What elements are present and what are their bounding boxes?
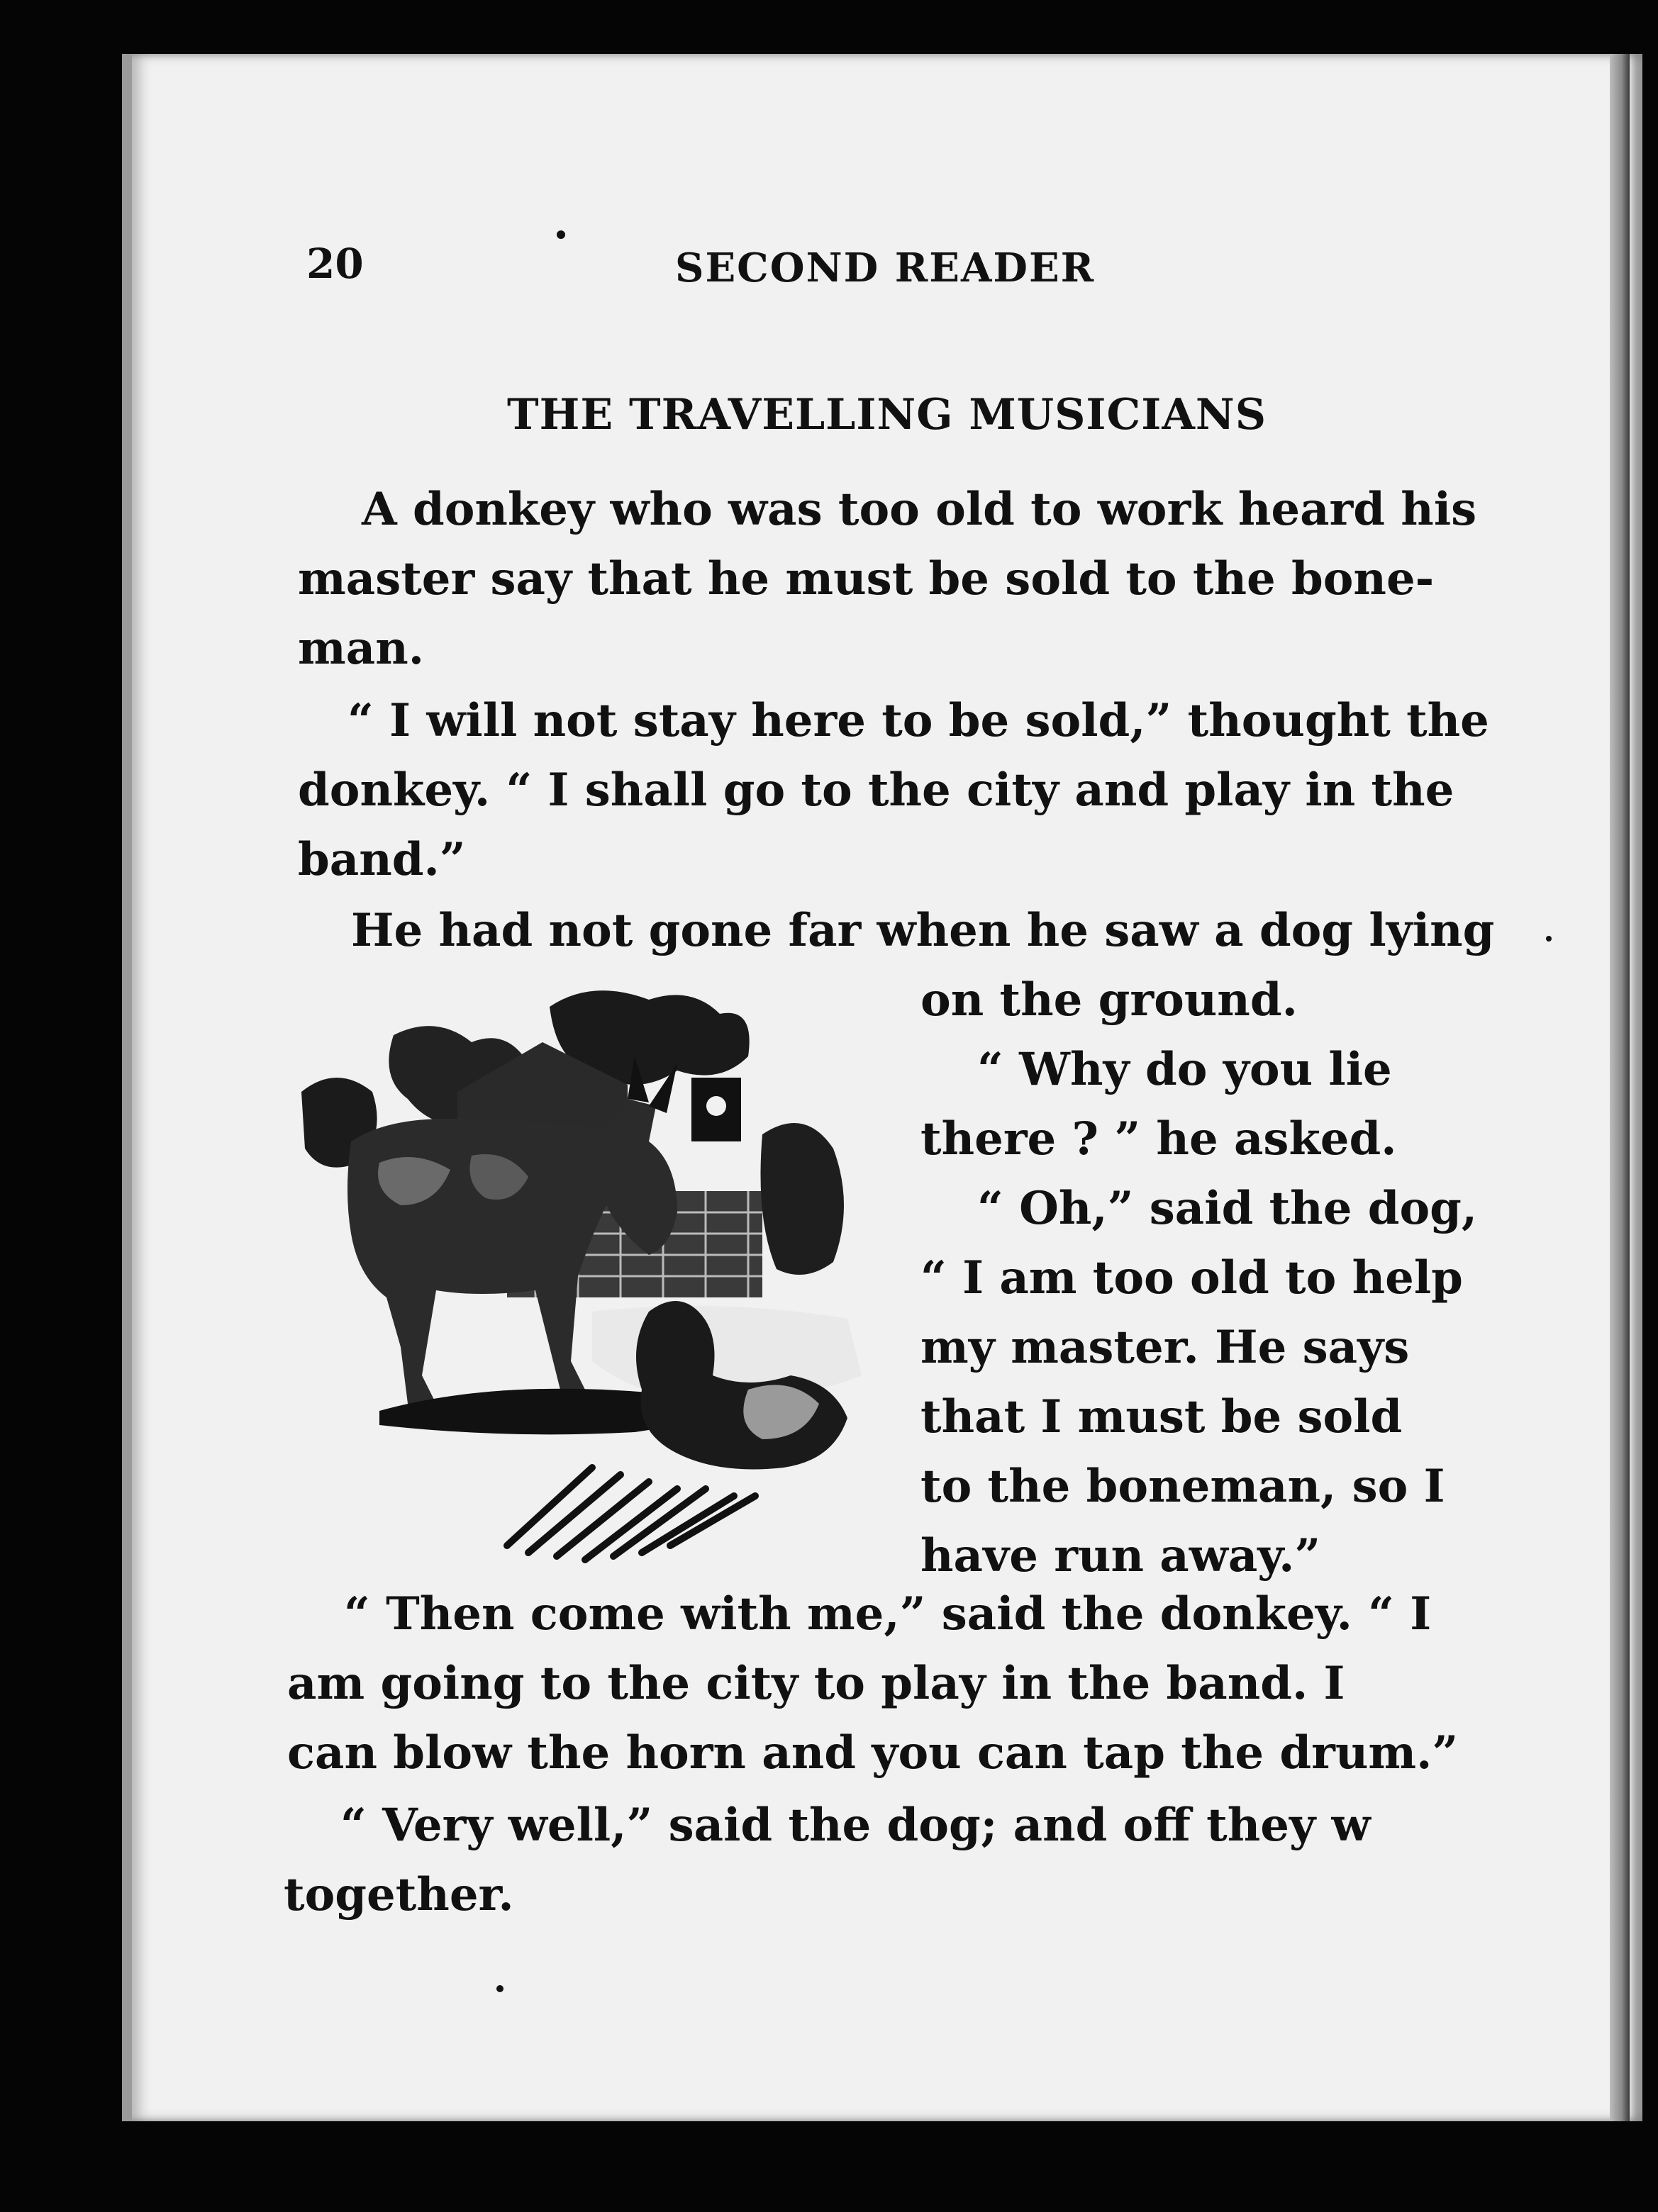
- paragraph-6: [287, 1580, 1459, 1788]
- paragraph-2: [298, 686, 1489, 895]
- side-column: [920, 966, 1478, 1591]
- text-line: “ Why do you lie: [977, 1043, 1392, 1096]
- text-line: master say that he must be sold to the bone-: [298, 552, 1435, 605]
- text-line: donkey. “ I shall go to the city and play in the: [298, 764, 1454, 817]
- text-line: my master. He says: [920, 1321, 1410, 1374]
- scan-speck: [1546, 936, 1552, 942]
- paragraph-7: [284, 1791, 1418, 1930]
- text-line: that I must be sold: [920, 1390, 1403, 1443]
- text-line: on the ground.: [920, 973, 1298, 1027]
- text-line: He had not gone far when he saw a dog lying: [351, 904, 1495, 957]
- page-binding-edge: [1610, 54, 1630, 2121]
- text-line: together.: [284, 1868, 514, 1921]
- text-line: can blow the horn and you can tap the drum.”: [287, 1726, 1459, 1780]
- paragraph-3: [298, 896, 1495, 966]
- scan-speck: [557, 230, 565, 239]
- text-line: am going to the city to play in the band. I: [287, 1657, 1345, 1710]
- text-line: “ I will not stay here to be sold,” thought the: [347, 694, 1489, 747]
- text-line: there ? ” he asked.: [920, 1112, 1397, 1166]
- text-line: man.: [298, 622, 424, 675]
- text-line: have run away.”: [920, 1529, 1321, 1582]
- text-line: band.”: [298, 833, 466, 886]
- running-head: SECOND READER: [675, 245, 1096, 291]
- text-line: “ Then come with me,” said the donkey. “ I: [344, 1587, 1432, 1641]
- scan-speck: [496, 1985, 503, 1992]
- paragraph-1: [298, 475, 1477, 683]
- text-line: “ Oh,” said the dog,: [977, 1182, 1478, 1235]
- text-line: “ I am too old to help: [920, 1251, 1463, 1305]
- page-number: 20: [306, 240, 364, 288]
- text-line: A donkey who was too old to work heard his: [362, 483, 1477, 536]
- story-title: THE TRAVELLING MUSICIANS: [507, 390, 1267, 440]
- donkey-and-dog-engraving-icon: [294, 978, 876, 1567]
- text-line: to the boneman, so I: [920, 1460, 1445, 1513]
- text-line: “ Very well,” said the dog; and off they w: [340, 1799, 1371, 1852]
